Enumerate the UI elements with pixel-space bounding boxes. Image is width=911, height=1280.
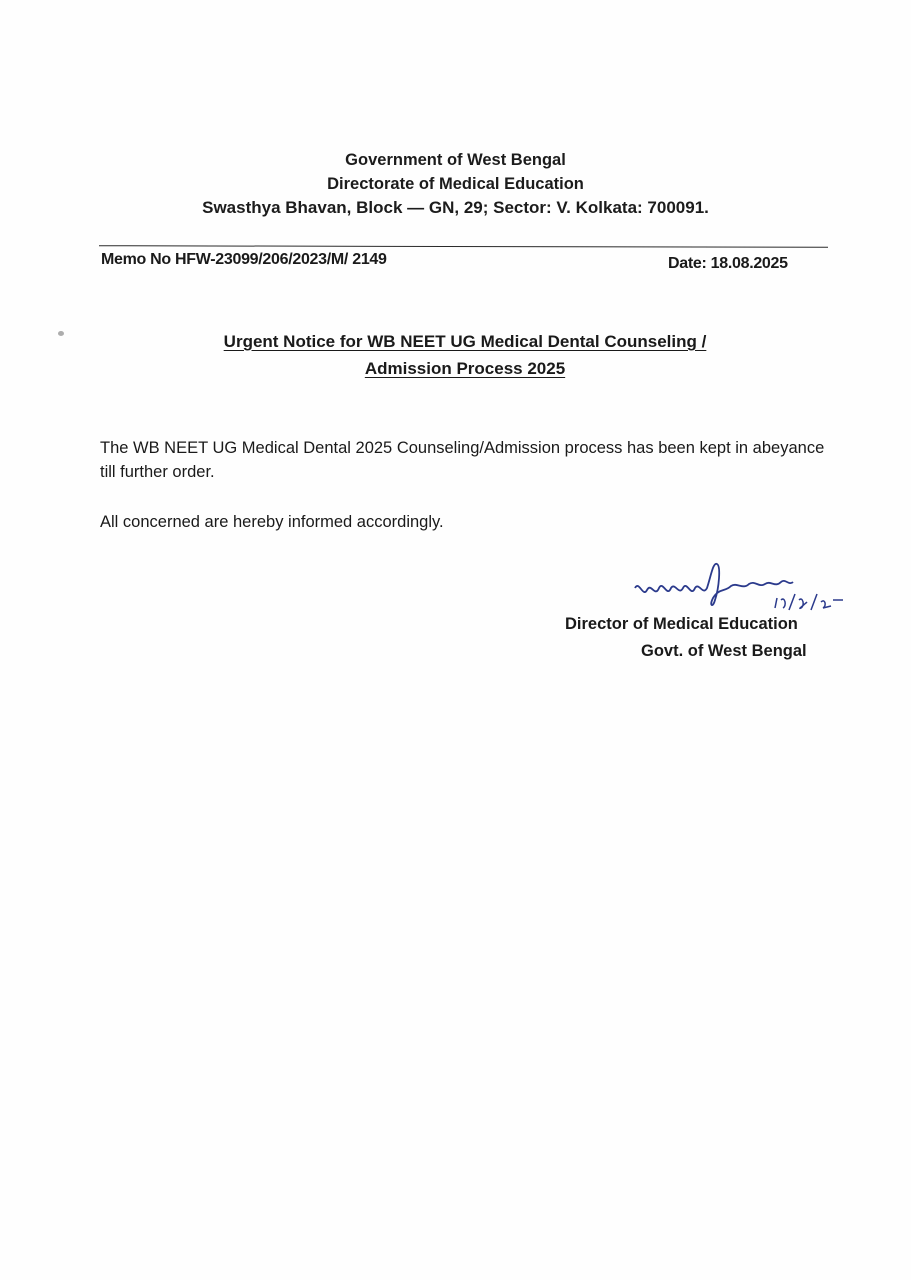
letterhead-address: Swasthya Bhavan, Block — GN, 29; Sector: V. Kolkata: 700091. [202,198,709,217]
memo-date: Date: 18.08.2025 [668,255,788,272]
signature-stroke [635,564,793,605]
signature-date-stroke [775,594,843,610]
memo-number: Memo No HFW-23099/206/2023/M/ 2149 [101,251,387,268]
subject-line-2: Admission Process 2025 [364,359,566,378]
signatory-designation: Director of Medical Education [565,615,798,633]
letterhead-government: Government of West Bengal [345,151,566,169]
signatory-office: Govt. of West Bengal [641,642,807,660]
letterhead [0,148,911,220]
body-paragraph-2: All concerned are hereby informed accordingly. [100,513,444,531]
subject-line-1: Urgent Notice for WB NEET UG Medical Dental Counseling / [223,332,707,351]
header-divider [99,245,828,248]
body-paragraph-1: The WB NEET UG Medical Dental 2025 Counseling/Admission process has been kept in abeyance till further order. [100,439,825,481]
letterhead-directorate: Directorate of Medical Education [327,175,584,193]
handwritten-signature [625,558,875,618]
notice-subject [0,328,911,382]
